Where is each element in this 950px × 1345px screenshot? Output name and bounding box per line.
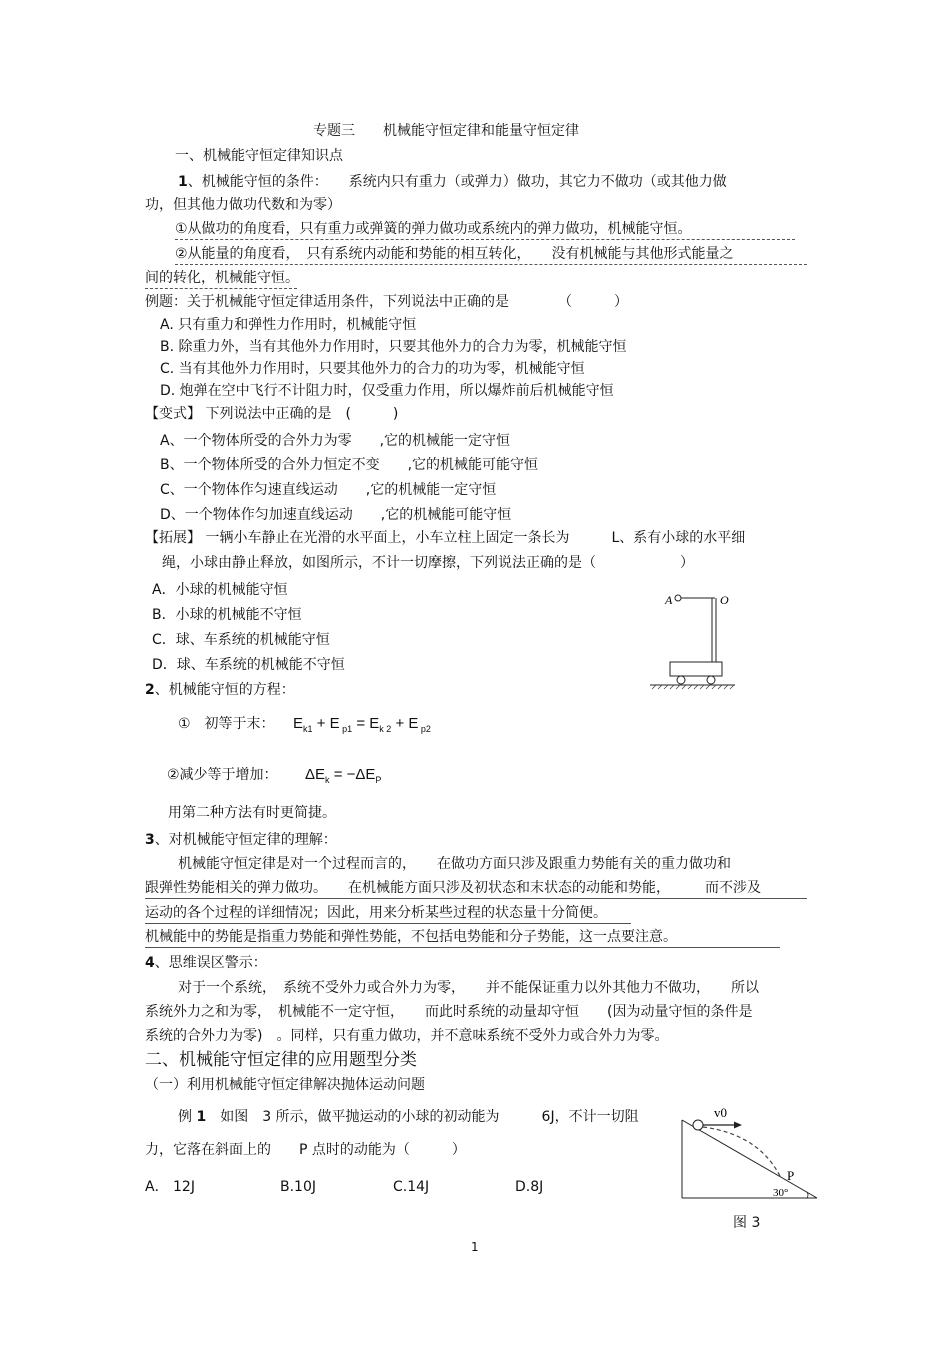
- view-energy-line-1: ②从能量的角度看， 只有系统内动能和势能的相互转化， 没有机械能与其他形式能量之: [175, 244, 807, 265]
- page-number: 1: [471, 1240, 479, 1254]
- extend-question-line-2: 绳，小球由静止释放，如图所示，不计一切摩擦，下列说法正确的是（ ）: [162, 555, 694, 571]
- extend-option-b: B．小球的机械能不守恒: [152, 607, 302, 623]
- paragraph-2-number: 2: [145, 682, 155, 698]
- example-option-d: D. 炮弹在空中飞行不计阻力时，仅受重力作用，所以爆炸前后机械能守恒: [160, 383, 614, 399]
- extend-option-c: C．球、车系统的机械能守恒: [152, 632, 330, 648]
- example-1-option-b: B.10J: [280, 1179, 316, 1195]
- paragraph-4-line-3: 系统的合外力为零) 。同样，只有重力做功，并不意味系统不受外力或合外力为零。: [145, 1028, 669, 1044]
- example-option-a: A. 只有重力和弹性力作用时，机械能守恒: [160, 317, 417, 333]
- variant-option-d: D、一个物体作匀加速直线运动 ,它的机械能可能守恒: [160, 507, 512, 523]
- variant-question: 【变式】 下列说法中正确的是 ( ): [145, 406, 399, 422]
- paragraph-3-line-2: 跟弹性势能相关的弹力做功。 在机械能方面只涉及初状态和末状态的动能和势能， 而不涉及: [145, 878, 807, 899]
- variant-option-a: A、一个物体所受的合外力为零 ,它的机械能一定守恒: [160, 433, 511, 449]
- angle-arc: [807, 1192, 808, 1198]
- view-energy-line-2: 间的转化，机械能守恒。: [145, 268, 297, 289]
- paragraph-2-heading: [145, 680, 295, 700]
- incline-figure: [670, 1100, 830, 1205]
- paragraph-1-line-2: 功，但其他力做功代数和为零）: [145, 197, 341, 213]
- equation-2-label: ②减少等于增加：: [167, 767, 278, 783]
- paragraph-1-line-1: [178, 172, 727, 192]
- cart-label-o: O: [720, 593, 729, 607]
- trajectory-dashed: [703, 1127, 780, 1176]
- example-option-b: B. 除重力外，当有其他外力作用时，只要其他外力的合力为零，机械能守恒: [160, 339, 627, 355]
- example-1-option-a: A． 12J: [145, 1179, 195, 1195]
- fig-label-v0: v0: [714, 1105, 727, 1120]
- paragraph-3-line-4: 机械能中的势能是指重力势能和弹性势能，不包括电势能和分子势能，这一点要注意。: [145, 927, 780, 948]
- equation-note: 用第二种方法有时更简捷。: [168, 805, 336, 821]
- example-1-option-c: C.14J: [393, 1179, 430, 1195]
- paragraph-4-text: 、思维误区警示：: [154, 955, 267, 971]
- paragraph-4-line-2: 系统外力之和为零， 机械能不一定守恒， 而此时系统的动量却守恒 (因为动量守恒的条件是: [145, 1004, 753, 1020]
- subsection-heading: （一）利用机械能守恒定律解决抛体运动问题: [145, 1077, 425, 1093]
- extend-option-a: A．小球的机械能守恒: [152, 582, 288, 598]
- fig-label-angle: 30°: [773, 1187, 789, 1199]
- paragraph-3-heading: [145, 830, 337, 850]
- paragraph-1-number: 1: [178, 174, 188, 190]
- paragraph-2-text: 、机械能守恒的方程：: [154, 682, 295, 698]
- example-option-c: C. 当有其他外力作用时，只要其他外力的合力的功为零，机械能守恒: [160, 361, 585, 377]
- ball-icon: [675, 595, 681, 601]
- extend-question-line-1: 【拓展】 一辆小车静止在光滑的水平面上，小车立柱上固定一条长为 L、系有小球的水平细: [145, 530, 746, 546]
- cart-label-a: A: [665, 593, 673, 607]
- section-heading-1: 一、机械能守恒定律知识点: [175, 148, 343, 164]
- fig-label-p: P: [787, 1168, 795, 1183]
- cart-wheel-left-icon: [677, 676, 685, 684]
- example-1-text: 如图 3 所示，做平抛运动的小球的初动能为 6J，不计一切阻: [220, 1109, 639, 1125]
- equation-2: $\Delta E_k = -\Delta E_P$: [305, 766, 382, 785]
- variant-option-b: B、一个物体所受的合外力恒定不变 ,它的机械能可能守恒: [160, 457, 539, 473]
- section-heading-2: 二、机械能守恒定律的应用题型分类: [145, 1050, 417, 1070]
- paragraph-4-heading: [145, 953, 267, 973]
- figure-caption: 图 3: [733, 1215, 761, 1231]
- cart-body: [670, 662, 722, 676]
- variant-option-c: C、一个物体作匀速直线运动 ,它的机械能一定守恒: [160, 482, 497, 498]
- paragraph-3-line-3: 运动的各个过程的详细情况；因此，用来分析某些过程的状态量十分简便。: [145, 903, 631, 924]
- paragraph-4-number: 4: [145, 955, 155, 971]
- view-work-line: ①从做功的角度看，只有重力或弹簧的弹力做功或系统内的弹力做功，机械能守恒。: [175, 219, 795, 240]
- equation-1-label: ① 初等于末：: [178, 716, 275, 732]
- paragraph-1-text: 、机械能守恒的条件： 系统内只有重力（或弹力）做功，其它力不做功（或其他力做: [187, 174, 727, 190]
- incline-slope: [682, 1120, 817, 1198]
- example-1-line-2: 力，它落在斜面上的 P 点时的动能为（ ）: [145, 1142, 466, 1158]
- example-question: 例题：关于机械能守恒定律适用条件，下列说法中正确的是 （ ）: [145, 294, 628, 310]
- equation-1: $E_{k1} + E$ $_{p1} = E_{k 2} + E$ $_{p2}$: [293, 715, 431, 734]
- paragraph-3-number: 3: [145, 832, 155, 848]
- example-1-option-d: D.8J: [515, 1179, 544, 1195]
- ball-icon: [693, 1120, 703, 1130]
- cart-wheel-right-icon: [707, 676, 715, 684]
- cart-figure: [640, 585, 750, 695]
- extend-option-d: D．球、车系统的机械能不守恒: [152, 657, 345, 673]
- paragraph-4-line-1: 对于一个系统， 系统不受外力或合外力为零， 并不能保证重力以外其他力不做功， 所以: [178, 980, 759, 996]
- paragraph-3-line-1: 机械能守恒定律是对一个过程而言的， 在做功方面只涉及跟重力势能有关的重力做功和: [178, 856, 731, 872]
- example-1-prefix: 例: [178, 1109, 192, 1125]
- paragraph-3-text: 、对机械能守恒定律的理解：: [154, 832, 337, 848]
- ground-hatching: [652, 685, 734, 689]
- example-1-line-1: [178, 1107, 639, 1127]
- example-1-number: 1: [196, 1109, 207, 1125]
- arrowhead-icon: [734, 1122, 742, 1129]
- page-title: 专题三 机械能守恒定律和能量守恒定律: [313, 123, 579, 139]
